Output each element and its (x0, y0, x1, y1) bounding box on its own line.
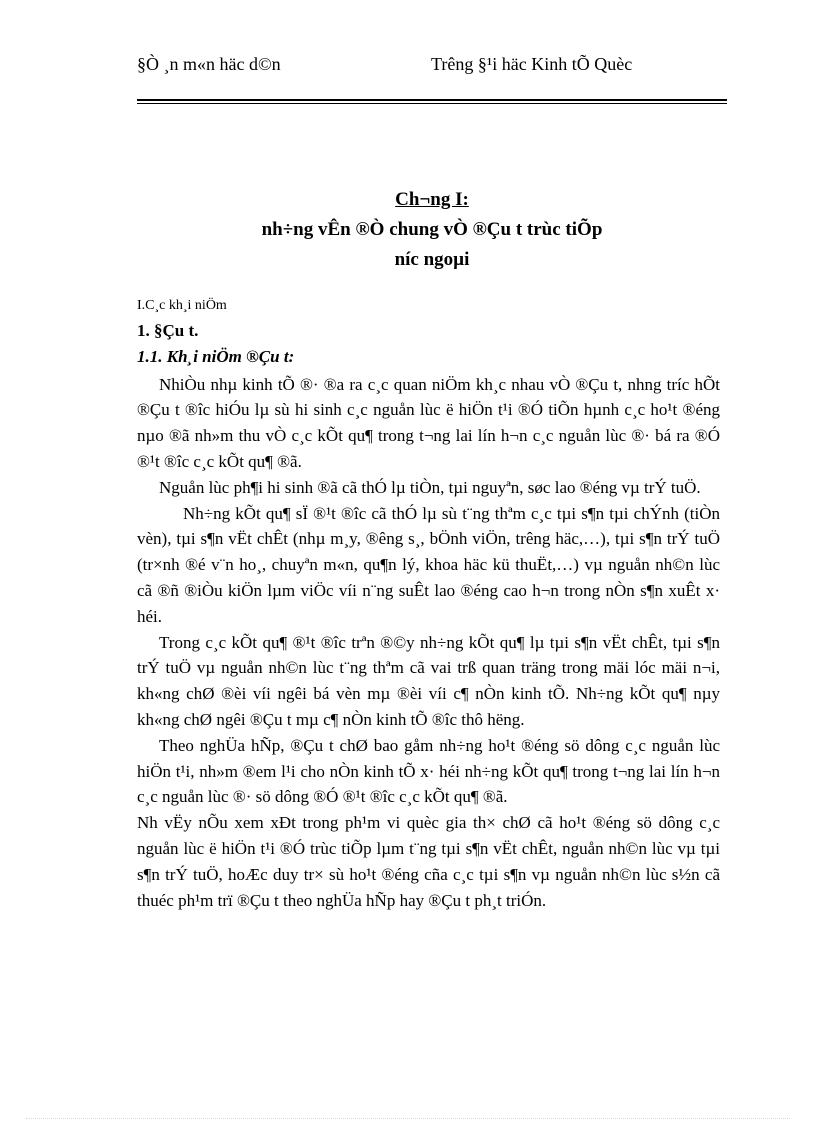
paragraph-1: NhiÒu nhµ kinh tÕ ®· ®a ra c¸c quan niÖm kh¸c nhau vÒ ®Çu t, nhng tríc hÕt ®Çu t ®îc hiÓu lµ sù hi sinh c¸c nguån lùc ë hiÖn t¹i ®Ó tiÕn hµnh c¸c ho¹t ®éng nµo ®ã nh»m thu vÒ c¸c kÕt qu¶ trong t¬ng lai lín h¬n c¸c nguån lùc ®· bá ra ®Ó ®¹t ®îc c¸c kÕt qu¶ ®ã. (137, 374, 720, 471)
chapter-subtitle-line-1: nh÷ng vÊn ®Ò chung vÒ ®Çu t trùc tiÕp (261, 219, 603, 240)
document-body (137, 296, 720, 913)
header-rule-thick (137, 99, 727, 101)
paragraph-4: Trong c¸c kÕt qu¶ ®¹t ®îc trªn ®©y nh÷ng kÕt qu¶ lµ tµi s¶n vËt chÊt, tµi s¶n trÝ tuÖ vµ nguån nh©n lùc t¨ng thªm cã vai trß quan träng trong mäi lóc mäi n¬i, kh«ng chØ ®èi víi ngêi bá vèn mµ ®èi víi c¶ nÒn kinh tÕ. Nh÷ng kÕt qu¶ nµy kh«ng chØ ngêi ®Çu t mµ c¶ nÒn kinh tÕ ®îc thô hëng. (137, 632, 720, 729)
section-heading-investment: 1. §Çu t. (137, 321, 199, 340)
page-bottom-border (26, 1118, 790, 1119)
subsection-heading-investment-concept: 1.1. Kh¸i niÖm ®Çu t: (137, 346, 295, 366)
paragraph-5: Theo nghÜa hÑp, ®Çu t chØ bao gåm nh÷ng ho¹t ®éng sö dông c¸c nguån lùc hiÖn t¹i, nh»m ®em l¹i cho nÒn kinh tÕ x· héi nh÷ng kÕt qu¶ trong t¬ng lai lín h¬n c¸c nguån lùc ®· sö dông ®Ó ®¹t ®îc c¸c kÕt qu¶ ®ã. (137, 735, 720, 807)
paragraph-2: Nguån lùc ph¶i hi sinh ®ã cã thÓ lµ tiÒn, tµi nguyªn, søc lao ®éng vµ trÝ tuÖ. (159, 477, 701, 497)
chapter-title: Ch¬ng I: (395, 189, 469, 210)
paragraph-6: Nh vËy nÕu xem xÐt trong ph¹m vi quèc gia th× chØ cã ho¹t ®éng sö dông c¸c nguån lùc ë hiÖn t¹i ®Ó trùc tiÕp lµm t¨ng tµi s¶n vËt chÊt, nguån nh©n lùc vµ tµi s¶n trÝ tuÖ, hoÆc duy tr× sù ho¹t ®éng cña c¸c tµi s¶n vµ nguån nh©n lùc s½n cã thuéc ph¹m trï ®Çu t theo nghÜa hÑp hay ®Çu t ph¸t triÓn. (137, 813, 720, 910)
chapter-subtitle-line-2: níc ngoµi (394, 249, 470, 270)
chapter-heading (137, 185, 727, 275)
section-heading-concepts: I.C¸c kh¸i niÖm (137, 298, 227, 313)
header-right-title: Trêng §¹i häc Kinh tÕ Quèc (431, 54, 633, 74)
paragraph-3: Nh÷ng kÕt qu¶ sÏ ®¹t ®îc cã thÓ lµ sù t¨ng thªm c¸c tµi s¶n tµi chÝnh (tiÒn vèn), tµi s¶n vËt chÊt (nhµ m¸y, ®êng s¸, bÖnh viÖn, trêng häc,…), tµi s¶n trÝ tuÖ (tr×nh ®é v¨n ho¸, chuyªn m«n, qu¶n lý, khoa häc kü thuËt,…) vµ nguån nh©n lùc cã ®ñ ®iÒu kiÖn lµm viÖc víi n¨ng suÊt lao ®éng cao h¬n trong nÒn s¶n xuÊt x· héi. (137, 503, 720, 626)
header-rule-thin (137, 103, 727, 104)
header-left-title: §Ò ¸n m«n häc d©n (137, 54, 281, 74)
